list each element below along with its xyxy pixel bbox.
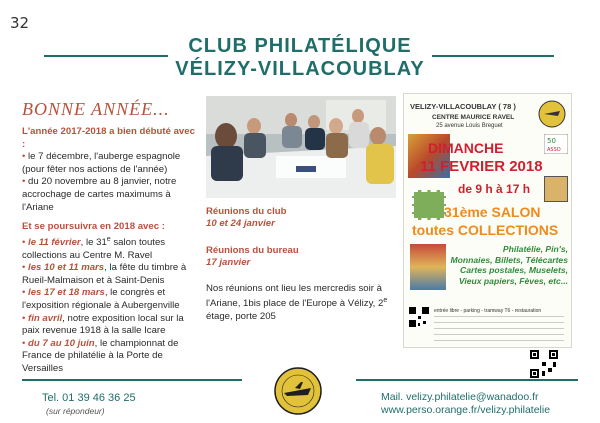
meeting-location: Nos réunions ont lieu les mercredis soir à l'Ariane, 1bis place de l'Europe à Vélizy, 2e étage, porte 205 (206, 283, 388, 322)
page-title: CLUB PHILATÉLIQUE (188, 35, 412, 57)
bureau-meetings-title: Réunions du bureau (206, 245, 299, 256)
poster-logo-icon (538, 100, 566, 128)
footer-phone-note: (sur répondeur) (46, 406, 105, 416)
assoc-logo-icon (544, 134, 568, 154)
club-logo-icon (273, 366, 323, 416)
poster-date: 11 FEVRIER 2018 (420, 158, 543, 175)
club-meetings-dates: 10 et 24 janvier (206, 218, 275, 230)
poster-item: Vieux papiers, Fèves, etc... (458, 275, 568, 286)
poster-item: Philatélie, Pin's, (502, 244, 568, 254)
footer-website[interactable]: www.perso.orange.fr/velizy.philatelie (381, 404, 551, 416)
stamp-thumb (544, 176, 568, 202)
club-meetings (206, 206, 286, 231)
poster-hours: de 9 h à 17 h (458, 182, 531, 196)
footer-rule-right (356, 379, 578, 381)
club-meetings-title: Réunions du club (206, 206, 287, 217)
footer-email[interactable]: Mail. velizy.philatelie@wanadoo.fr (381, 391, 539, 403)
list-item: • le 11 février, le 31e salon toutes collections au Centre M. Ravel (22, 235, 166, 261)
qr-code-icon (408, 306, 430, 328)
poster-venue: CENTRE MAURICE RAVEL (432, 114, 515, 121)
left-column (22, 126, 200, 375)
poster-items (450, 244, 568, 286)
poster-item: Cartes postales, Muselets, (460, 265, 568, 275)
svg-text:50: 50 (547, 137, 556, 145)
page-subtitle: VÉLIZY-VILLACOUBLAY (175, 58, 425, 80)
list-item: • fin avril, notre exposition local sur la paix revenue 1918 à la salle Icare (22, 312, 184, 337)
page-number: 32 (10, 14, 30, 32)
bureau-meetings (206, 245, 299, 270)
salon-poster (403, 93, 572, 348)
poster-salon: 31ème SALON (444, 204, 541, 220)
poster-item: Monnaies, Billets, Télécartes (450, 254, 568, 265)
stamp-thumb (412, 190, 446, 220)
poster-collections: toutes COLLECTIONS (412, 222, 559, 238)
poster-address: 25 avenue Louis Breguet (436, 123, 503, 129)
bureau-meetings-date: 17 janvier (206, 257, 251, 269)
footer-phone: Tel. 01 39 46 36 25 (42, 392, 136, 404)
poster-footer-lines (434, 316, 564, 342)
intro-2018: Et se poursuivra en 2018 avec : (22, 221, 165, 233)
footer-rule-left (22, 379, 242, 381)
meeting-photo (206, 96, 396, 198)
svg-text:ASSO: ASSO (547, 147, 561, 153)
list-item: • les 17 et 18 mars, le congrès et l'exposition régionale à Aubergenville (22, 287, 180, 311)
intro-2017: L'année 2017-2018 a bien débuté avec : (22, 126, 195, 150)
list-item: • les 10 et 11 mars, la fête du timbre à Rueil-Malmaison et à Saint-Denis (22, 262, 187, 286)
section-heading: BONNE ANNÉE... (22, 99, 170, 119)
poster-day: DIMANCHE (428, 140, 504, 156)
list-item: • du 7 au 10 juin, le championnat de France de philatélie à la Porte de Versailles (22, 337, 179, 374)
stamp-thumb (410, 244, 446, 290)
poster-town: VELIZY-VILLACOUBLAY ( 78 ) (410, 102, 516, 111)
qr-code-icon (529, 349, 559, 379)
list-item: • le 7 décembre, l'auberge espagnole (pour fêter nos actions de l'année) (22, 151, 181, 175)
poster-footer-text: entrée libre - parking - tramway T6 - restauration (434, 308, 542, 314)
list-item: • du 20 novembre au 8 janvier, notre accrochage de cartes maximums à l'Ariane (22, 176, 177, 213)
